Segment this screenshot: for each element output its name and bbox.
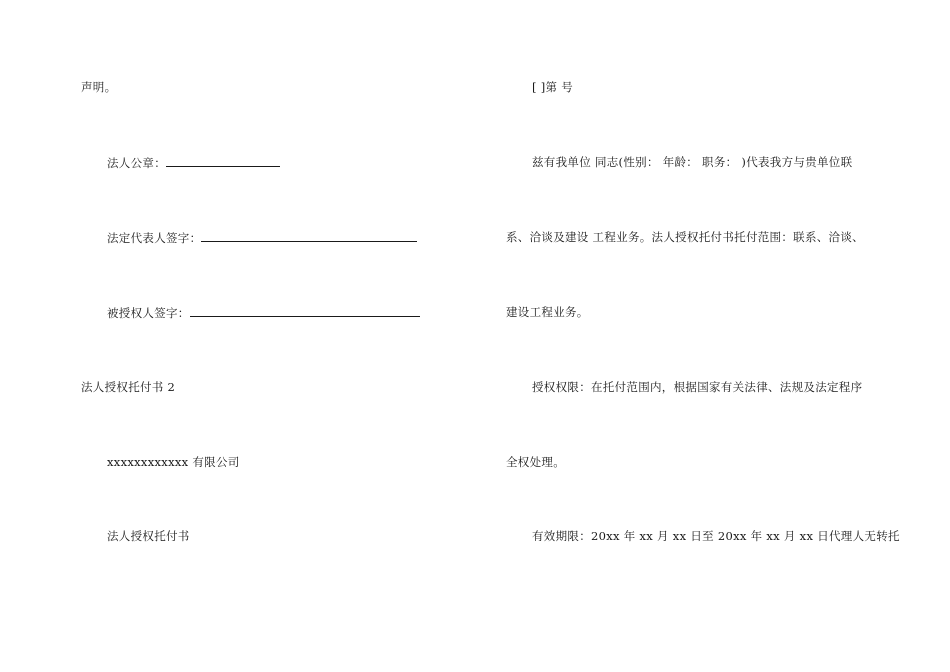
rep-sign-label: 法定代表人签字： (107, 231, 202, 245)
seal-blank (166, 155, 280, 167)
section-heading: 法人授权托付书 2 (81, 380, 176, 394)
auth-sign-label: 被授权人签字： (107, 306, 190, 320)
closing-text: 声明。 (81, 80, 117, 94)
document-title: 法人授权托付书 (107, 529, 190, 543)
reference-number: [ ]第 号 (532, 80, 574, 94)
rep-sign-blank (201, 230, 417, 242)
seal-line (107, 155, 280, 170)
company-name: xxxxxxxxxxxx 有限公司 (107, 455, 240, 469)
paragraph-line: 建设工程业务。 (506, 305, 589, 319)
paragraph-line: 授权权限：在托付范围内，根据国家有关法律、法规及法定程序 (532, 380, 863, 394)
paragraph-line: 系、洽谈及建设 工程业务。法人授权托付书托付范围：联系、洽谈、 (506, 230, 864, 244)
auth-sign-blank (190, 305, 420, 317)
rep-sign-line (107, 230, 417, 245)
seal-label: 法人公章： (107, 156, 166, 170)
paragraph-line: 全权处理。 (506, 455, 565, 469)
paragraph-line: 兹有我单位 同志(性别： 年龄： 职务： )代表我方与贵单位联 (532, 155, 853, 169)
paragraph-line: 有效期限：20xx 年 xx 月 xx 日至 20xx 年 xx 月 xx 日代理人无转托 (532, 529, 900, 543)
auth-sign-line (107, 305, 420, 320)
